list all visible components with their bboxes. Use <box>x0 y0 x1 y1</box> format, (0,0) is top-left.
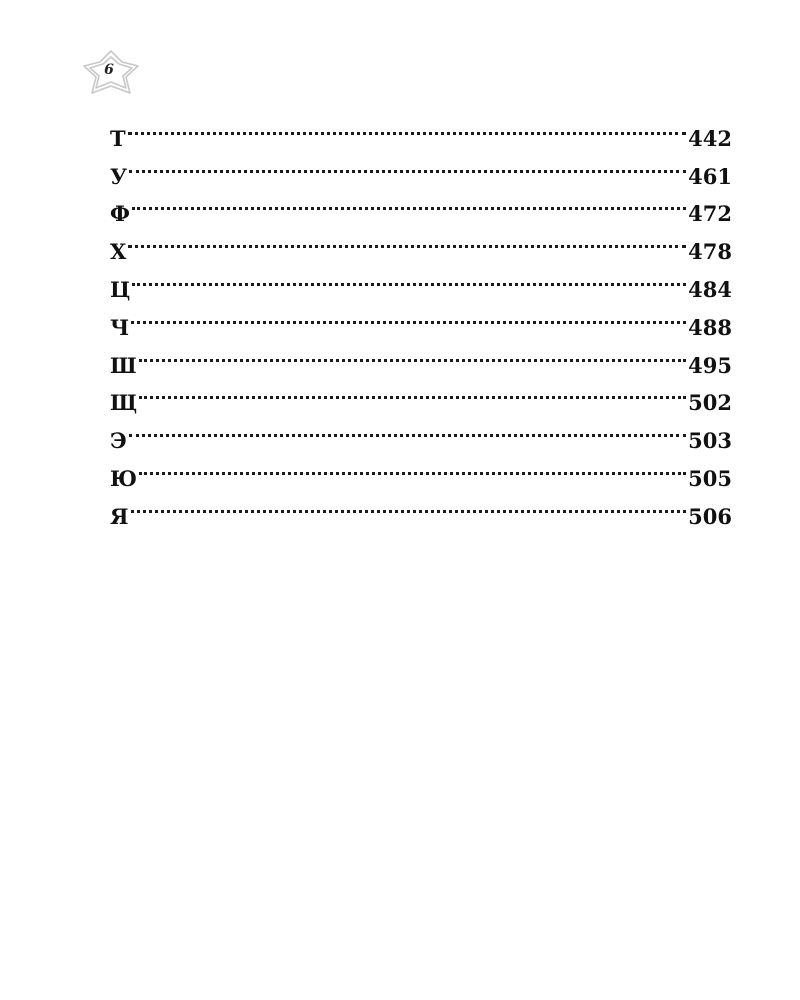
toc-dot-leader <box>139 335 687 373</box>
toc-entry <box>110 259 732 302</box>
toc-entry-letter: Ч <box>110 314 130 340</box>
toc-entry-page: 506 <box>688 503 732 529</box>
toc-entry-letter: Ф <box>110 201 130 227</box>
toc-dot-leader <box>131 486 687 524</box>
toc-dot-leader <box>139 373 686 411</box>
page-number-badge <box>80 48 142 98</box>
toc-entry-letter: Я <box>110 503 129 529</box>
toc-entry <box>110 297 732 340</box>
toc-dot-leader <box>129 410 686 448</box>
toc-dot-leader <box>131 297 686 335</box>
toc-entry-letter: Щ <box>110 390 138 416</box>
toc-entry-letter: Э <box>110 428 127 454</box>
toc-entry <box>110 146 732 189</box>
page-number: 6 <box>104 62 114 78</box>
toc-entry-page: 461 <box>688 163 732 189</box>
toc-entry <box>110 448 732 491</box>
toc-entry-page: 502 <box>688 390 732 416</box>
toc-entry-letter: Ш <box>110 352 137 378</box>
toc-entry-page: 442 <box>688 125 732 151</box>
toc-entry-page: 503 <box>688 428 732 454</box>
toc-entry-letter: У <box>110 163 128 189</box>
toc-dot-leader <box>128 221 686 259</box>
toc-entry <box>110 108 732 151</box>
toc-dot-leader <box>129 146 686 184</box>
toc-entry-letter: Ц <box>110 276 131 302</box>
toc-entry <box>110 373 732 416</box>
toc-entry <box>110 486 732 529</box>
toc-entry-page: 495 <box>688 352 732 378</box>
toc-dot-leader <box>139 448 686 486</box>
toc-entry-page: 488 <box>688 314 732 340</box>
toc-entry-page: 472 <box>688 201 732 227</box>
toc-entry-letter: Х <box>110 239 127 265</box>
toc-dot-leader <box>132 184 686 222</box>
table-of-contents <box>110 108 732 529</box>
toc-entry-page: 505 <box>688 465 732 491</box>
toc-entry <box>110 221 732 265</box>
toc-dot-leader <box>132 259 686 297</box>
toc-dot-leader <box>128 108 687 146</box>
toc-entry-page: 484 <box>688 276 732 302</box>
toc-entry-page: 478 <box>688 239 732 265</box>
toc-entry <box>110 410 732 454</box>
toc-entry <box>110 184 732 227</box>
toc-entry-letter: Т <box>110 125 126 151</box>
toc-entry-letter: Ю <box>110 465 138 491</box>
toc-entry <box>110 335 732 378</box>
